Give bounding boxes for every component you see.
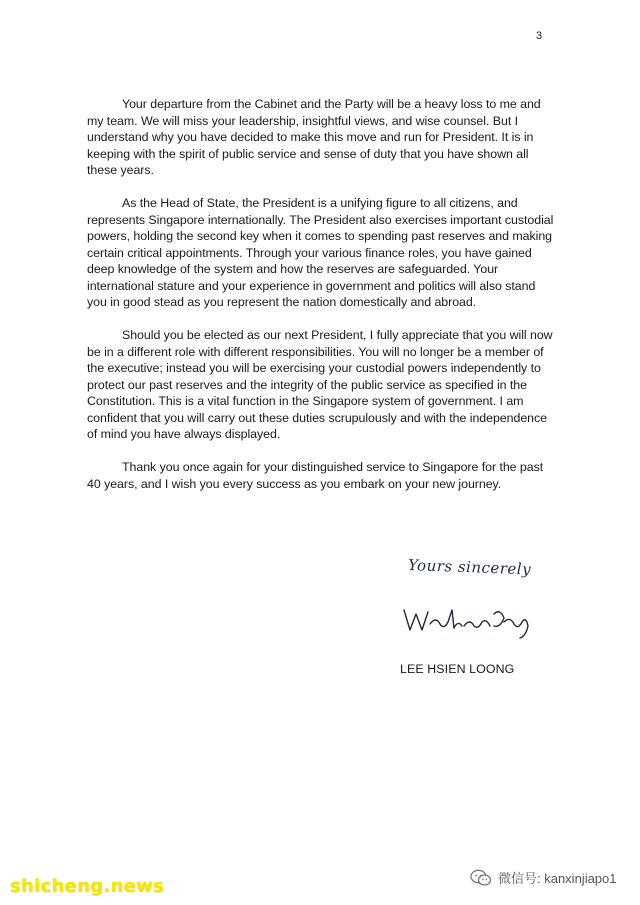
wechat-id-label: 微信号: kanxinjiapo1	[498, 871, 617, 886]
signature-block	[400, 556, 600, 686]
page-number: 3	[536, 30, 543, 42]
wechat-icon	[470, 869, 492, 887]
watermark-wechat	[470, 868, 617, 887]
paragraph: Your departure from the Cabinet and the Party will be a heavy loss to me and my team. We will miss your leadership, insightful views, and wise counsel. But I understand why you have decided to make this move and run for President. It is in keeping with the spirit of public service and sense of duty that you have shown all these years.	[87, 97, 541, 177]
paragraph: Thank you once again for your distinguished service to Singapore for the past 40 years, and I wish you every success as you embark on your new journey.	[87, 460, 544, 491]
paragraph: As the Head of State, the President is a unifying figure to all citizens, and represents Singapore internationally. The President also exercises important custodial powers, holding the second key when it comes to spending past reserves and making certain critical appointments. Through your various finance roles, you have gained deep knowledge of the system and how the reserves are safeguarded. Your international stature and your experience in government and politics will also stand you in good stead as you represent the nation domestically and abroad.	[87, 196, 554, 309]
closing-line: Yours sincerely	[407, 556, 532, 579]
signer-name: LEE HSIEN LOONG	[400, 662, 515, 676]
handwritten-signature	[400, 600, 540, 640]
paragraph: Should you be elected as our next President, I fully appreciate that you will now be in a different role with different responsibilities. You will no longer be a member of the executive; instead you will be exercising your custodial powers independently to protect our past reserves and the integrity of the public service as specified in the Constitution. This is a vital function in the Singapore system of government. I am confident that you will carry out these duties scrupulously and with the independence of mind you have always displayed.	[87, 328, 553, 441]
letter-body	[87, 96, 557, 509]
watermark-site: shicheng.news	[10, 876, 165, 897]
